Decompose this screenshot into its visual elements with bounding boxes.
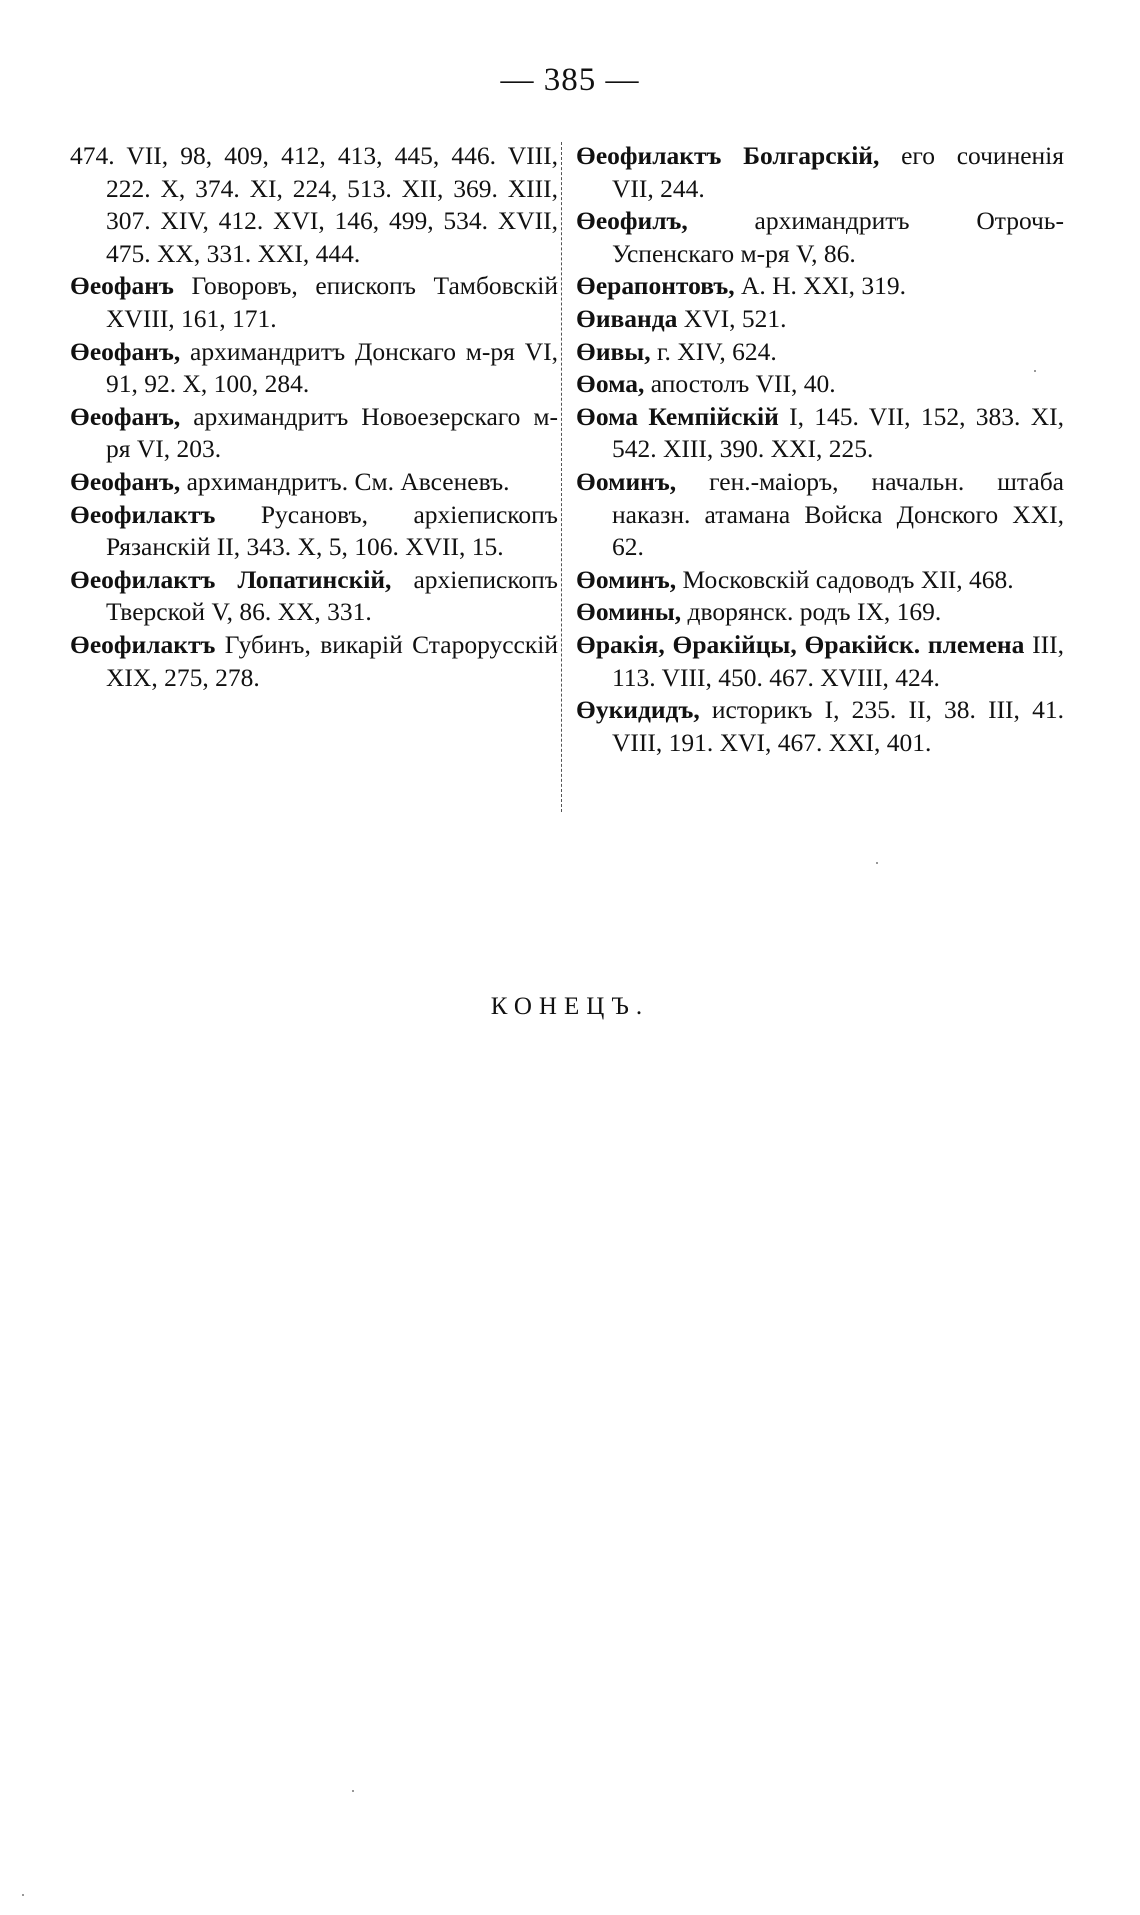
- entry-text: архимандритъ Отрочь-Успенскаго м-ря V, 86.: [612, 206, 1064, 268]
- index-entry: [70, 140, 558, 270]
- index-column-left: [70, 140, 558, 694]
- entry-text: III, 113. VIII, 450. 467. XVIII, 424.: [612, 629, 1064, 692]
- entry-heading: Өракія, Өракійцы, Өракійск. племена: [576, 629, 1025, 659]
- entry-heading: Өеофилактъ Болгарскій,: [576, 141, 880, 170]
- index-entry: [576, 205, 1064, 270]
- index-column-right: [576, 140, 1064, 759]
- index-entry: [576, 303, 1064, 336]
- index-entry: [70, 336, 558, 401]
- index-entry: [70, 270, 558, 335]
- entry-heading: Өеофилактъ: [70, 499, 216, 529]
- entry-text: архимандритъ Новоезерскаго м-ря VI, 203.: [106, 401, 558, 464]
- scan-speck: [1034, 370, 1036, 372]
- entry-heading: Өеофилактъ Лопатинскій,: [70, 564, 392, 594]
- entry-heading: Өивы,: [576, 336, 651, 366]
- entry-heading: Өоминъ,: [576, 466, 677, 496]
- entry-heading: Өома,: [576, 369, 645, 399]
- index-entry: [576, 336, 1064, 369]
- entry-heading: Өеофилъ,: [576, 206, 688, 236]
- index-entry: [576, 401, 1064, 466]
- index-entry: [576, 596, 1064, 629]
- scan-speck: [352, 1790, 354, 1792]
- entry-heading: Өеофанъ,: [70, 466, 181, 496]
- entry-text: ген.-маіоръ, начальн. штаба наказн. атамана Войска Донского XXI, 62.: [612, 466, 1064, 562]
- entry-text: I, 145. VII, 152, 383. XI, 542. XIII, 390. XXI, 225.: [612, 401, 1064, 464]
- entry-text: Губинъ, викарій Старорусскій XIX, 275, 278.: [106, 629, 558, 692]
- entry-heading: Өеофанъ: [70, 271, 174, 301]
- entry-heading: Өерапонтовъ,: [576, 271, 735, 301]
- entry-text: Московскій садоводъ XII, 468.: [676, 564, 1014, 594]
- entry-text: архимандритъ. См. Авсеневъ.: [180, 466, 510, 496]
- index-entry: [70, 629, 558, 694]
- scan-speck: [22, 1894, 24, 1896]
- entry-text: XVI, 521.: [677, 303, 787, 333]
- entry-heading: Өомины,: [576, 597, 682, 627]
- entry-heading: Өиванда: [576, 303, 678, 333]
- index-entry: [70, 401, 558, 466]
- index-entry: [576, 629, 1064, 694]
- page-number: — 385 —: [500, 62, 640, 98]
- end-mark: КОНЕЦЪ.: [490, 993, 650, 1020]
- entry-text: 474. VII, 98, 409, 412, 413, 445, 446. VIII, 222. X, 374. XI, 224, 513. XII, 369. XIII, 307. XIV, 412. XVI, 146, 499, 534. XVII, 475. XX, 331. XXI, 444.: [70, 141, 558, 268]
- entry-text: историкъ I, 235. II, 38. III, 41. VIII, 191. XVI, 467. XXI, 401.: [612, 695, 1064, 757]
- entry-heading: Өоминъ,: [576, 564, 677, 594]
- entry-text: Русановъ, архіепископъ Рязанскій II, 343. X, 5, 106. XVII, 15.: [106, 499, 558, 562]
- index-entry: [576, 270, 1064, 303]
- index-entry: [576, 694, 1064, 759]
- entry-heading: Өукидидъ,: [576, 695, 700, 725]
- index-entry: [70, 564, 558, 629]
- index-entry: [576, 564, 1064, 597]
- column-divider: [561, 142, 562, 812]
- entry-heading: Өеофанъ,: [70, 336, 181, 366]
- entry-text: апостолъ VII, 40.: [644, 369, 836, 399]
- index-entry: [576, 368, 1064, 401]
- entry-text: Говоровъ, епископъ Тамбовскій XVIII, 161, 171.: [106, 271, 558, 333]
- entry-text: архимандритъ Донскаго м-ря VI, 91, 92. X, 100, 284.: [106, 336, 558, 399]
- entry-text: А. Н. XXI, 319.: [734, 271, 906, 301]
- scan-speck: [876, 862, 878, 864]
- entry-text: г. XIV, 624.: [650, 336, 777, 366]
- entry-heading: Өеофилактъ: [70, 629, 216, 659]
- index-entry: [576, 466, 1064, 564]
- index-entry: [70, 466, 558, 499]
- entry-text: архіепископъ Тверской V, 86. XX, 331.: [106, 564, 558, 627]
- entry-heading: Өеофанъ,: [70, 401, 181, 431]
- entry-heading: Өома Кемпійскій: [576, 401, 779, 431]
- entry-text: его сочиненія VII, 244.: [612, 141, 1064, 203]
- index-entry: [576, 140, 1064, 205]
- index-entry: [70, 499, 558, 564]
- entry-text: дворянск. родъ IX, 169.: [681, 597, 942, 627]
